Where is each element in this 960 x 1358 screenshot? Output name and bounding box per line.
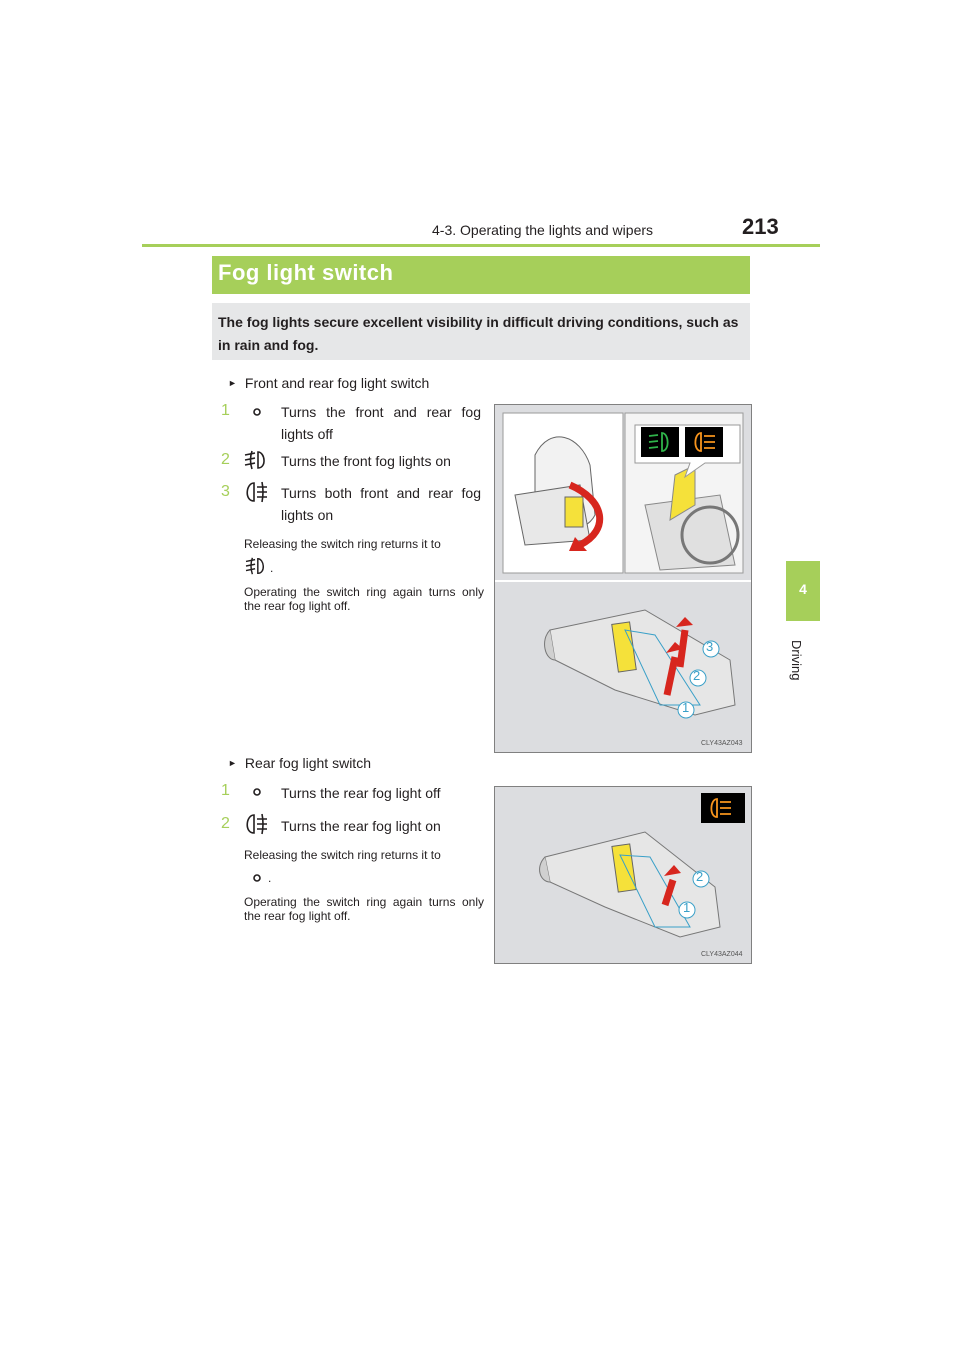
figure2-code: CLY43AZ044: [701, 951, 743, 958]
off-position-icon: [250, 785, 264, 804]
subsection-heading-rear: ► Rear fog light switch: [228, 755, 371, 771]
section-title: Fog light switch: [218, 260, 394, 285]
triangle-bullet-icon: ►: [228, 378, 237, 388]
triangle-bullet-icon: ►: [228, 758, 237, 768]
rear-fog-light-icon: [243, 812, 269, 841]
rear-item-number-2: 2: [221, 815, 230, 832]
page-number: 213: [742, 214, 779, 239]
item-number-1: 1: [221, 402, 230, 419]
chapter-tab: [786, 561, 820, 621]
figure-callout-1: 1: [682, 700, 690, 715]
front-fog-light-icon: [244, 556, 268, 581]
item-desc-3: Turns both front and rear fog lights on: [281, 485, 481, 523]
rear-fog-light-icon: [243, 480, 269, 509]
figure-callout-3: 3: [706, 639, 714, 654]
rear-operate-note: Operating the switch ring again turns only the rear fog light off.: [244, 895, 484, 923]
section-title-bar: [212, 256, 750, 294]
chapter-label: Driving: [789, 640, 804, 681]
rear-release-note-end: .: [268, 871, 272, 885]
figure-callout-2: 2: [693, 668, 701, 683]
figure2-callout-1: 1: [683, 900, 691, 915]
operate-note: Operating the switch ring again turns only the rear fog light off.: [244, 585, 484, 613]
rear-item-number-1: 1: [221, 782, 230, 799]
front-fog-light-icon: [243, 449, 269, 476]
release-note: Releasing the switch ring returns it to: [244, 537, 441, 551]
release-note-end: .: [270, 561, 274, 575]
rear-item-desc-2: Turns the rear fog light on: [281, 818, 441, 834]
intro-box: [212, 303, 750, 360]
item-desc-2: Turns the front fog lights on: [281, 453, 451, 469]
figure-front-rear-fog-switch: [494, 404, 752, 753]
figure-code: CLY43AZ043: [701, 740, 743, 747]
chapter-label-wrap: [780, 640, 820, 680]
figure-rear-fog-switch: [494, 786, 752, 964]
running-header: 4-3. Operating the lights and wipers: [432, 222, 654, 238]
off-position-icon: [250, 871, 264, 890]
off-position-icon: [250, 405, 264, 424]
chapter-number: 4: [799, 581, 807, 597]
rear-item-desc-1: Turns the rear fog light off: [281, 785, 441, 801]
item-number-2: 2: [221, 451, 230, 468]
subsection-heading-front-rear: ► Front and rear fog light switch: [228, 375, 430, 391]
intro-text: The fog lights secure excellent visibility in difficult driving conditions, such as in rain and fog.: [218, 314, 739, 353]
item-desc-1: Turns the front and rear fog lights off: [281, 404, 481, 442]
item-number-3: 3: [221, 483, 230, 500]
header-rule: [142, 244, 820, 247]
rear-release-note: Releasing the switch ring returns it to: [244, 848, 441, 862]
figure2-callout-2: 2: [696, 869, 704, 884]
